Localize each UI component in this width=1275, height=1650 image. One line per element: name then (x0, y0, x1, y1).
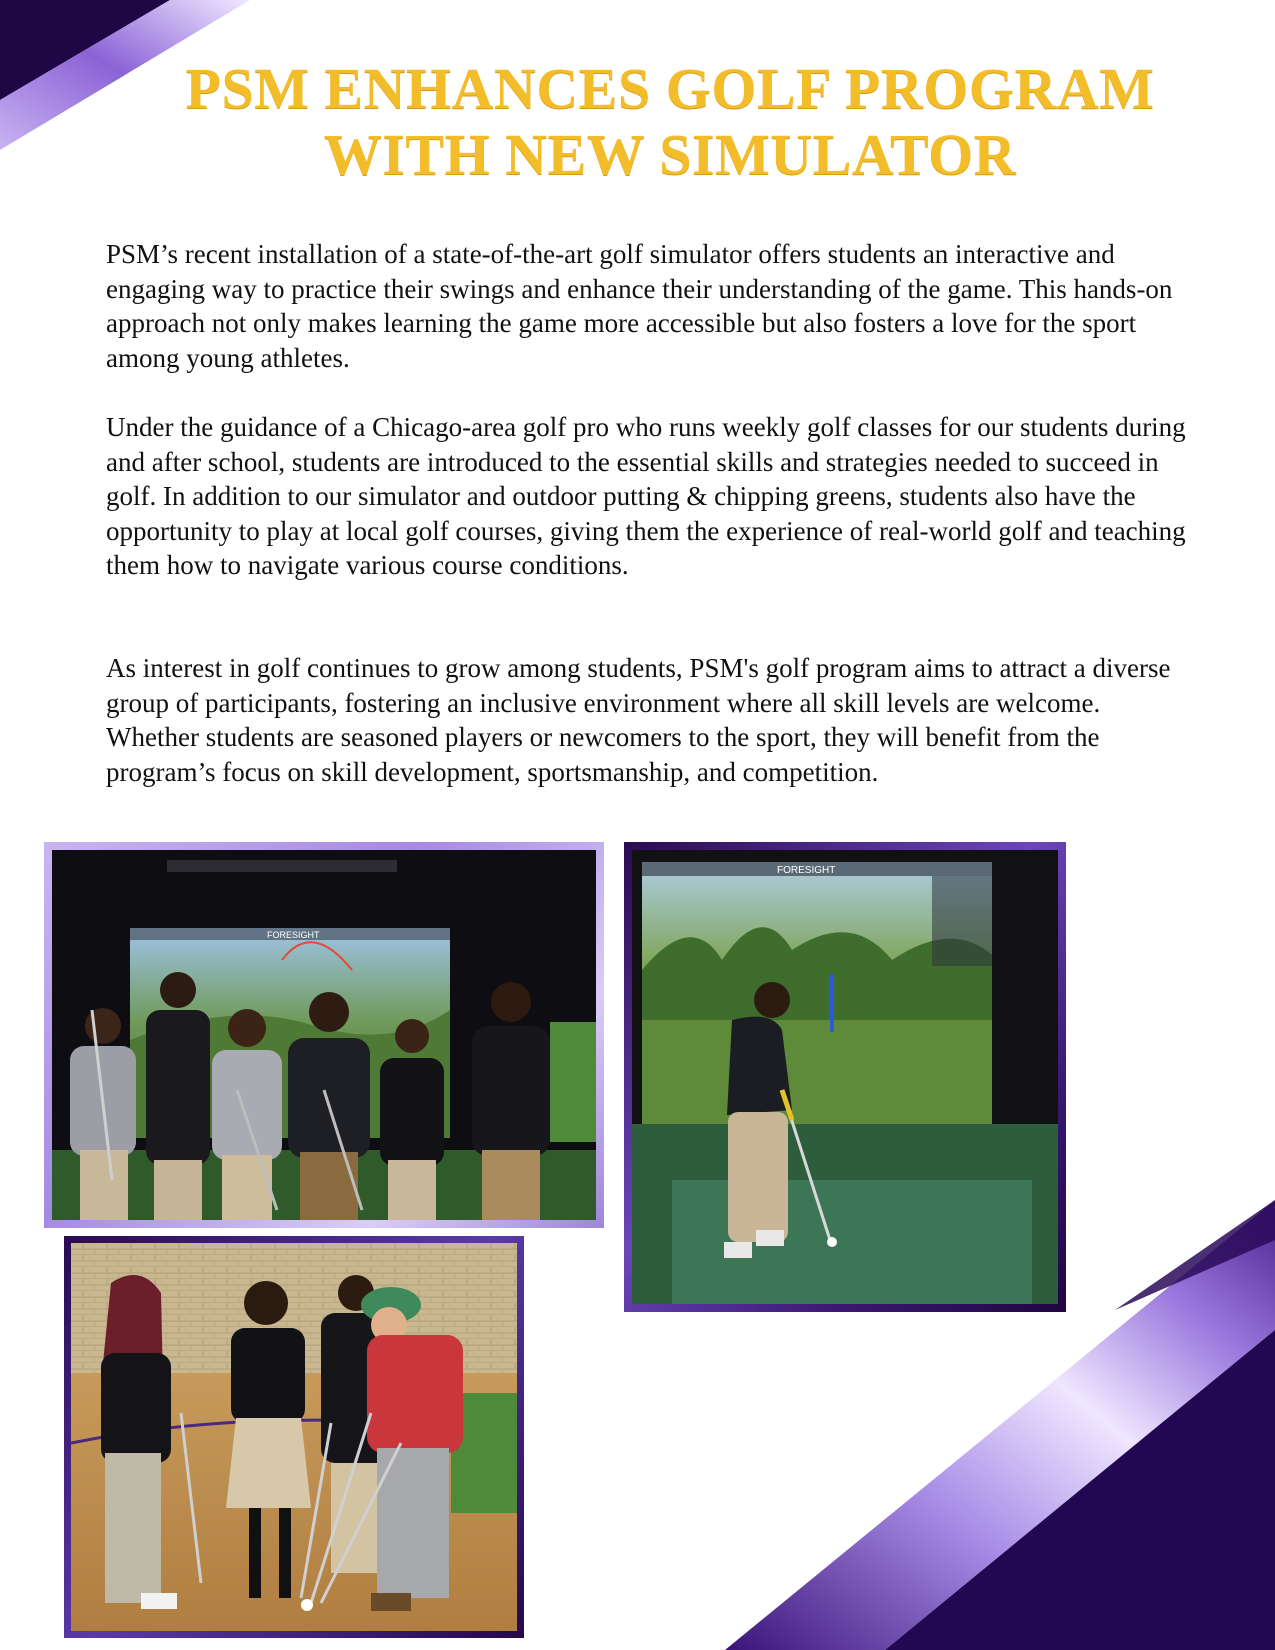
article-paragraph-1: PSM’s recent installation of a state-of-the-art golf simulator offers students an interactive and engaging way to practice their swings and enhance their understanding of the game. This hands-on approach not only makes learning the game more accessible but also fosters a love for the sport among young athletes. (106, 239, 1173, 373)
article-paragraph-2: Under the guidance of a Chicago-area golf pro who runs weekly golf classes for our students during and after school, students are introduced to the essential skills and strategies needed to succeed in golf. In addition to our simulator and outdoor putting & chipping greens, students also have the opportunity to play at local golf courses, giving them the experience of real-world golf and teaching them how to navigate various course conditions. (106, 412, 1186, 580)
photo-student-swinging-at-simulator (624, 842, 1066, 1312)
simulator-brand-label-2: FORESIGHT (777, 865, 836, 876)
article-paragraph-3: As interest in golf continues to grow among students, PSM's golf program aims to attract a diverse group of participants, fostering an inclusive environment where all skill levels are welcome. Whether students are seasoned players or newcomers to the sport, they will benefit from the program’s focus on skill development, sportsmanship, and competition. (106, 653, 1171, 787)
article-title (100, 56, 1240, 188)
photo-golf-pro-instructing-students (64, 1236, 524, 1638)
photo-students-group-at-simulator (44, 842, 604, 1228)
simulator-brand-label: FORESIGHT (267, 930, 320, 940)
title-line-2: WITH NEW SIMULATOR (323, 122, 1017, 187)
title-line-1: PSM ENHANCES GOLF PROGRAM (185, 56, 1155, 121)
